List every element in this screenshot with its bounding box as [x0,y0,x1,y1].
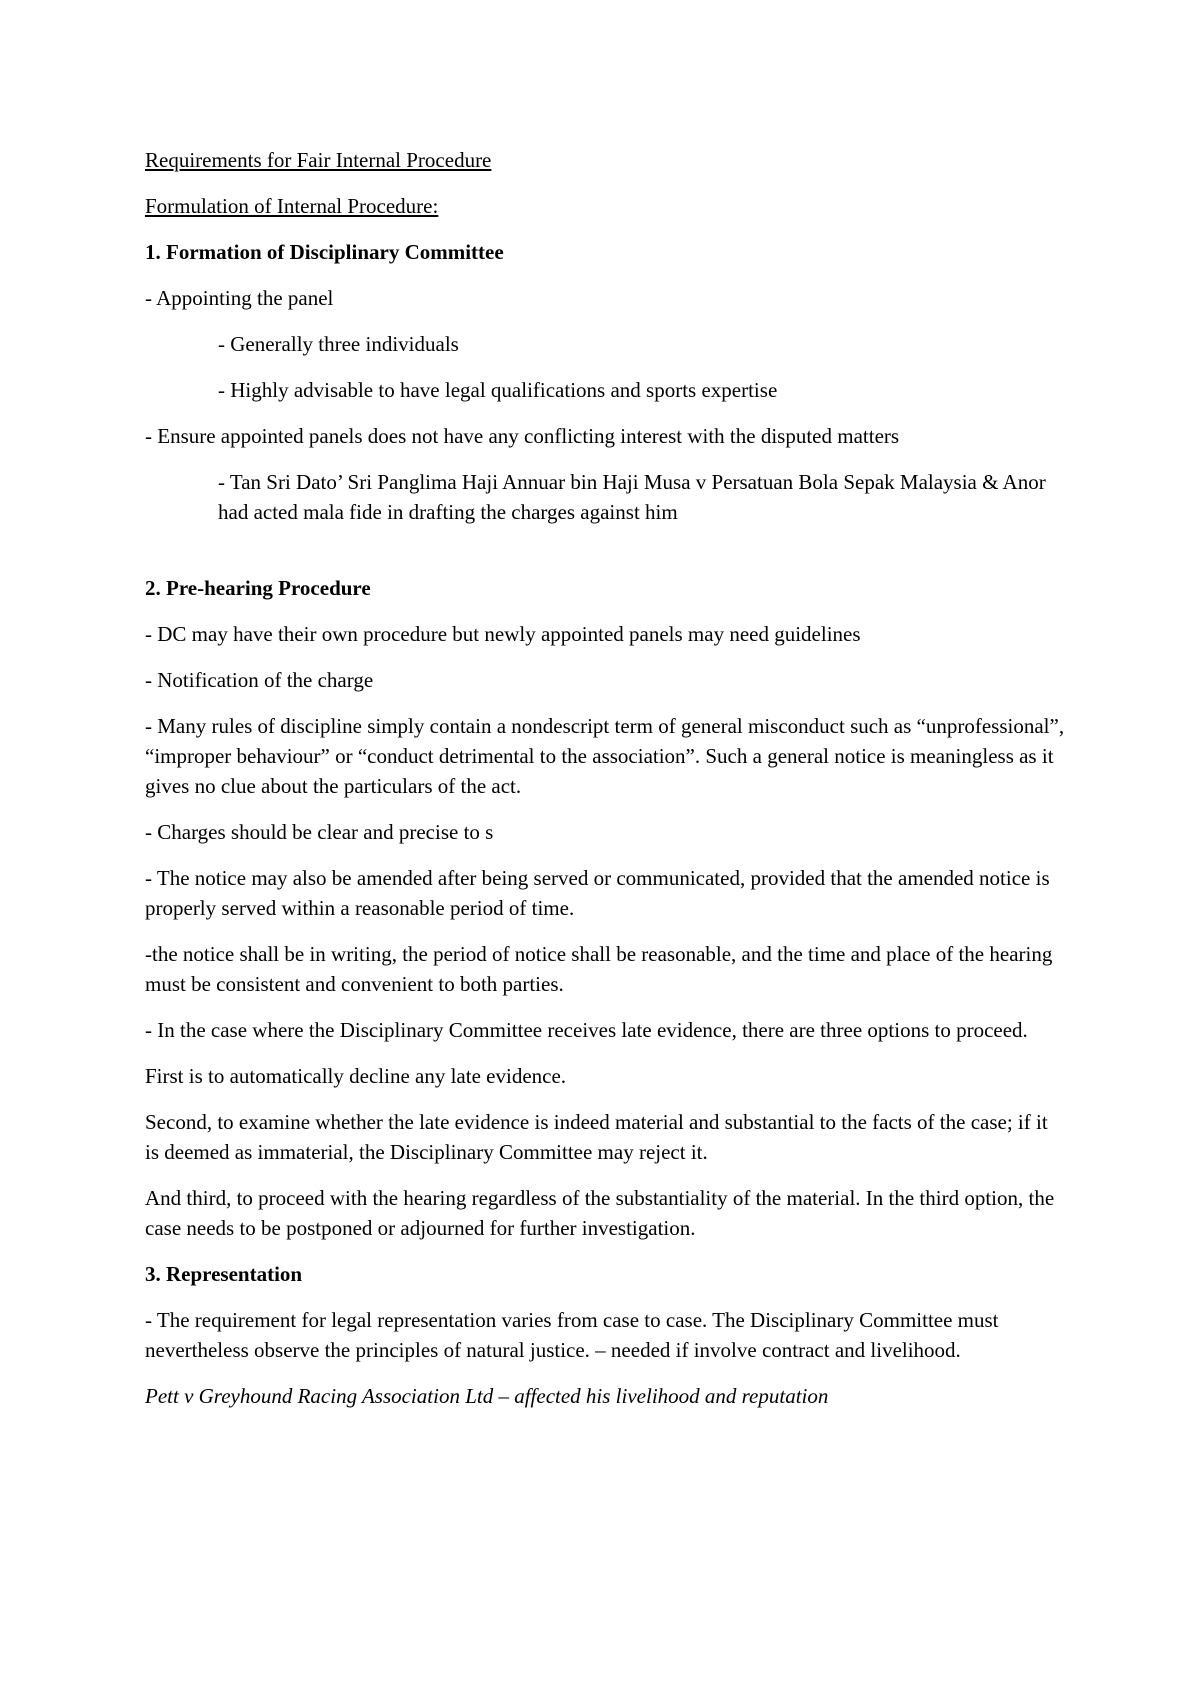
document-body [145,145,1065,1427]
section-3-case-citation: Pett v Greyhound Racing Association Ltd – affected his livelihood and reputation [145,1384,829,1408]
section-1-subpoint: - Highly advisable to have legal qualifications and sports expertise [218,378,778,402]
section-1-case-note: - Tan Sri Dato’ Sri Panglima Haji Annuar bin Haji Musa v Persatuan Bola Sepak Malaysia & Anor had acted mala fide in drafting the charges against him [218,470,1046,524]
section-3-heading: 3. Representation [145,1262,303,1286]
section-1-point: - Ensure appointed panels does not have any conflicting interest with the disputed matters [145,424,900,448]
section-2-paragraph: -the notice shall be in writing, the period of notice shall be reasonable, and the time and place of the hearing must be consistent and convenient to both parties. [145,942,1053,996]
section-2-paragraph: First is to automatically decline any late evidence. [145,1064,567,1088]
section-2-paragraph: - Charges should be clear and precise to s [145,820,494,844]
document-subtitle: Formulation of Internal Procedure: [145,194,439,218]
section-1-heading: 1. Formation of Disciplinary Committee [145,240,504,264]
section-2-paragraph: - Many rules of discipline simply contain a nondescript term of general misconduct such as “unprofessional”, “improper behaviour” or “conduct detrimental to the association”. Such a general notice is meaningless as it gives no clue about the particulars of the act. [145,714,1065,798]
section-2-paragraph: - Notification of the charge [145,668,374,692]
section-2-paragraph: And third, to proceed with the hearing regardless of the substantiality of the material. In the third option, the case needs to be postponed or adjourned for further investigation. [145,1186,1055,1240]
section-2-paragraph: Second, to examine whether the late evidence is indeed material and substantial to the facts of the case; if it is deemed as immaterial, the Disciplinary Committee may reject it. [145,1110,1048,1164]
section-1-subpoint: - Generally three individuals [218,332,459,356]
section-2-paragraph: - The notice may also be amended after being served or communicated, provided that the amended notice is properly served within a reasonable period of time. [145,866,1050,920]
section-3-paragraph: - The requirement for legal representation varies from case to case. The Disciplinary Committee must nevertheless observe the principles of natural justice. – needed if involve contract and livelihood. [145,1308,999,1362]
section-2-heading: 2. Pre-hearing Procedure [145,576,371,600]
section-2-paragraph: - DC may have their own procedure but newly appointed panels may need guidelines [145,622,861,646]
section-2-paragraph: - In the case where the Disciplinary Committee receives late evidence, there are three options to proceed. [145,1018,1028,1042]
section-1-point: - Appointing the panel [145,286,334,310]
document-title: Requirements for Fair Internal Procedure [145,148,492,172]
